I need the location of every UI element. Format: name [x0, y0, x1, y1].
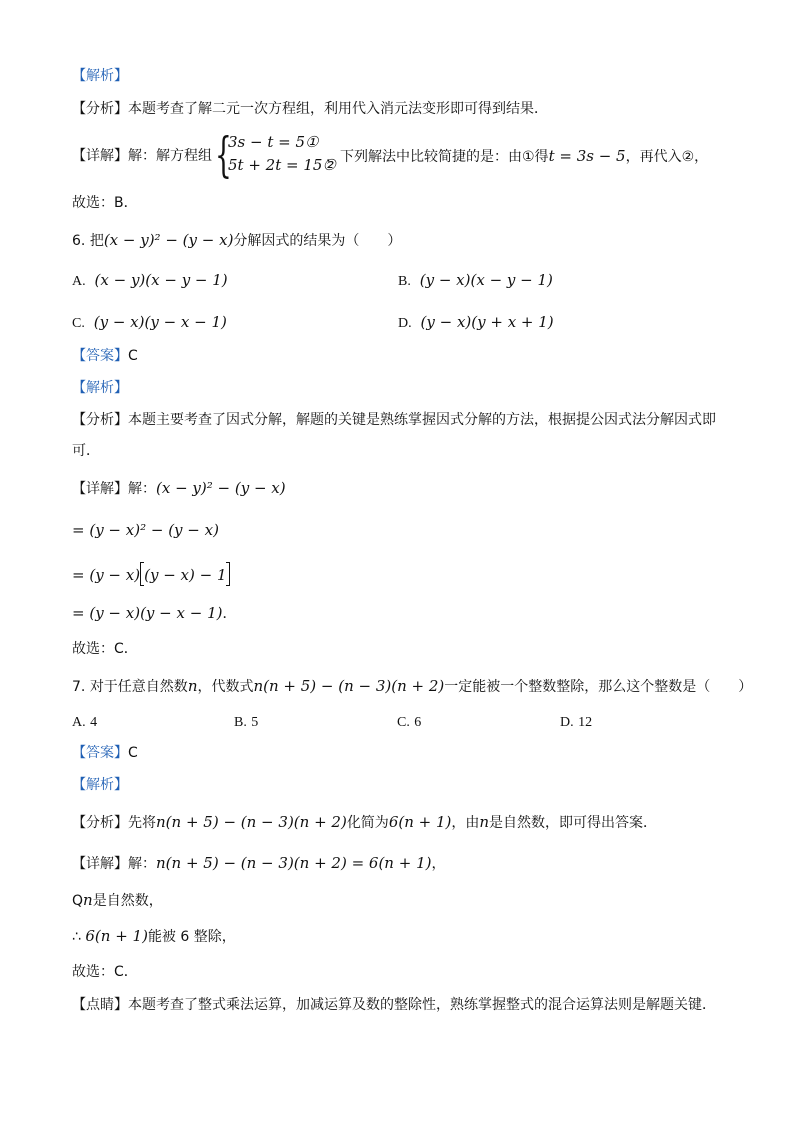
q7-option-c: C. 6	[397, 715, 422, 730]
q7-answer: 【答案】C	[72, 745, 138, 761]
q6-detail: 【详解】解：(x − y)² − (y − x)	[72, 479, 286, 497]
q7-because-line: Qn是自然数，	[72, 891, 163, 909]
q6-fenxi-line-1: 【分析】本题主要考查了因式分解，解题的关键是熟练掌握因式分解的方法，根据提公因式法分解因式即	[72, 412, 716, 428]
q5-detail: 【详解】解：解方程组	[72, 148, 212, 164]
q7-choice: 故选：C．	[72, 964, 138, 980]
q6-fenxi-line-2: 可．	[72, 443, 100, 459]
q5-equation-2: 5t + 2t = 15②	[228, 156, 336, 174]
q6-answer: 【答案】C	[72, 348, 138, 364]
q6-option-a: A. (x − y)(x − y − 1)	[72, 271, 228, 289]
q7-therefore-line: ∴ 6(n + 1)能被 6 整除，	[72, 927, 236, 945]
q5-equation-1: 3s − t = 5①	[228, 133, 319, 151]
right-bracket	[226, 562, 230, 586]
q5-fenxi: 【分析】本题考查了解二元一次方程组，利用代入消元法变形即可得到结果．	[72, 101, 548, 117]
q6-option-c: C. (y − x)(y − x − 1)	[72, 313, 227, 331]
because-symbol: Q	[72, 893, 84, 909]
q7-fenxi: 【分析】先将n(n + 5) − (n − 3)(n + 2)化简为6(n + 1)，由n是自然数，即可得出答案．	[72, 813, 658, 831]
q7-option-a: A. 4	[72, 715, 98, 730]
q6-step-1: = (y − x)² − (y − x)	[72, 521, 219, 539]
q5-choice: 故选：B．	[72, 195, 138, 211]
q6-choice: 故选：C．	[72, 641, 138, 657]
q6-step-3: = (y − x)(y − x − 1)．	[72, 604, 237, 622]
q6-analysis-heading: 【解析】	[72, 380, 128, 396]
q7-dianjing: 【点睛】本题考查了整式乘法运算，加减运算及数的整除性，熟练掌握整式的混合运算法则是解题关键．	[72, 997, 716, 1013]
q6-option-b: B. (y − x)(x − y − 1)	[398, 271, 553, 289]
q7-analysis-heading: 【解析】	[72, 777, 128, 793]
q6-step-2: = (y − x) (y − x) − 1	[72, 562, 230, 586]
q6-stem: 6. 把(x − y)² − (y − x)分解因式的结果为（ ）	[72, 231, 402, 249]
q6-option-d: D. (y − x)(y + x + 1)	[398, 313, 554, 331]
q7-stem: 7. 对于任意自然数n，代数式n(n + 5) − (n − 3)(n + 2)一定能被一个整数整除，那么这个整数是（ ）	[72, 677, 753, 695]
q7-option-d: D. 12	[560, 715, 593, 730]
equation-system-brace: {	[215, 127, 232, 183]
q7-option-b: B. 5	[234, 715, 259, 730]
analysis-heading: 【解析】	[72, 68, 128, 84]
q7-detail: 【详解】解：n(n + 5) − (n − 3)(n + 2) = 6(n + 1)，	[72, 854, 446, 872]
q5-detail-continued: ，下列解法中比较简捷的是：由①得t = 3s − 5，再代入②，	[326, 147, 709, 165]
therefore-symbol: ∴	[72, 929, 81, 945]
